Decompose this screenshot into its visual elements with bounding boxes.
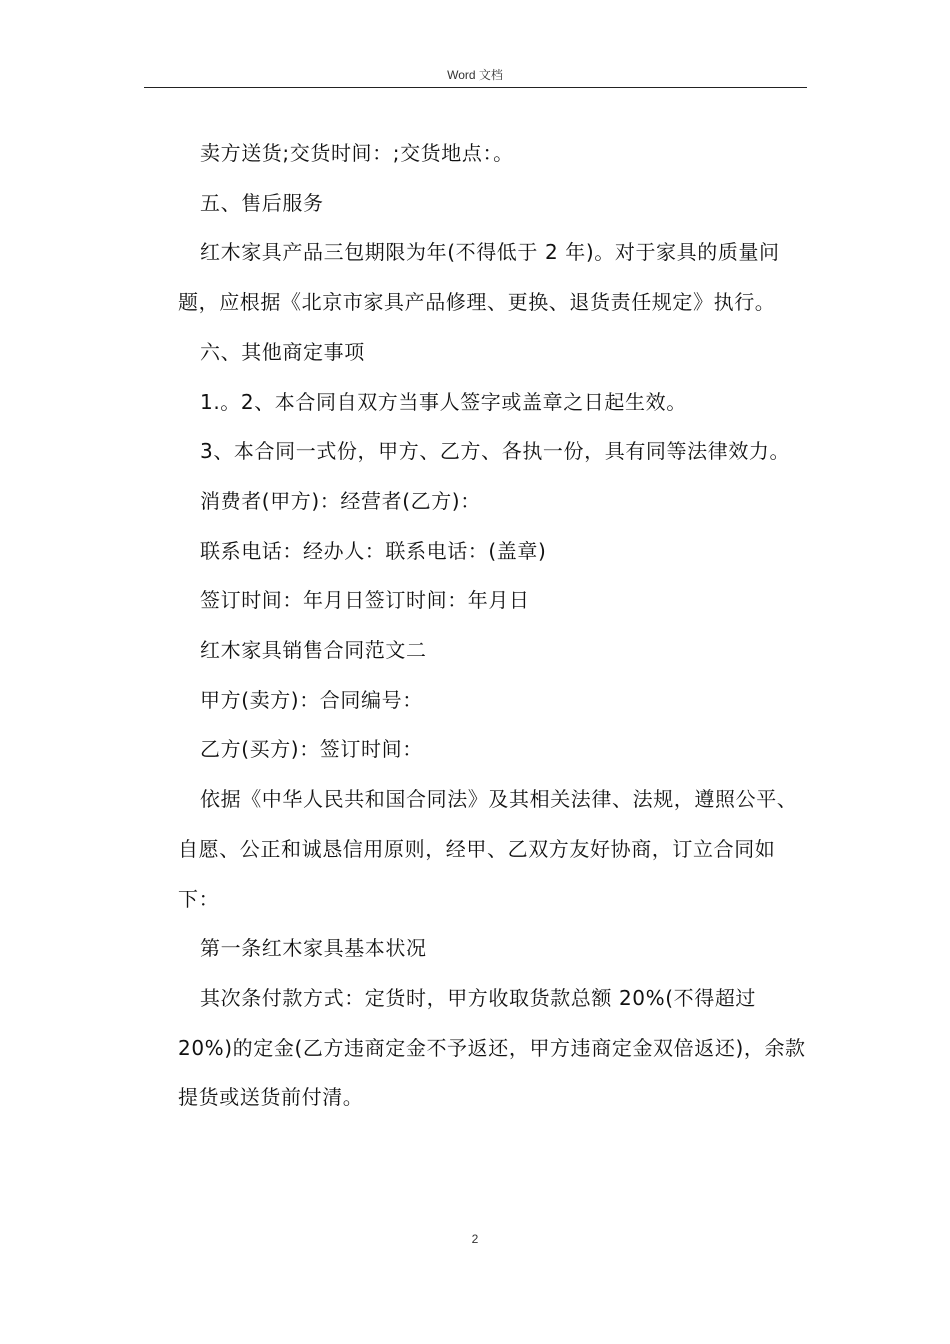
paragraph: 乙方(买方)：签订时间：: [200, 737, 423, 762]
paragraph: 其次条付款方式：定货时，甲方收取货款总额 20%(不得超过 20%)的定金(乙方违商定金不予返还，甲方违商定金双倍返还)，余款提货或送货前付清。: [178, 985, 806, 1110]
section-heading: 第一条红木家具基本状况: [200, 936, 427, 961]
paragraph: 1.。2、本合同自双方当事人签字或盖章之日起生效。: [200, 389, 687, 414]
paragraph: 3、本合同一式份，甲方、乙方、各执一份，具有同等法律效力。: [200, 439, 791, 464]
paragraph: 签订时间：年月日签订时间：年月日: [200, 588, 530, 613]
page-number: 2: [471, 1232, 479, 1246]
section-heading: 五、售后服务: [200, 190, 324, 215]
paragraph: 依据《中华人民共和国合同法》及其相关法律、法规，遵照公平、自愿、公正和诚恳信用原则，经甲、乙双方友好协商，订立合同如下：: [178, 787, 798, 911]
paragraph: 甲方(卖方)：合同编号：: [200, 687, 423, 712]
paragraph: 红木家具产品三包期限为年(不得低于 2 年)。对于家具的质量问题，应根据《北京市家具产品修理、更换、退货责任规定》执行。: [178, 240, 780, 315]
paragraph: 消费者(甲方)：经营者(乙方)：: [200, 488, 481, 513]
paragraph: 卖方送货;交货时间：;交货地点：。: [200, 141, 514, 165]
section-heading: 红木家具销售合同范文二: [200, 638, 427, 663]
document-body: [178, 129, 806, 1123]
paragraph: 联系电话：经办人：联系电话：(盖章): [200, 538, 547, 563]
section-heading: 六、其他商定事项: [200, 339, 365, 364]
header-divider: [144, 87, 807, 88]
page-header: Word 文档: [447, 68, 503, 82]
